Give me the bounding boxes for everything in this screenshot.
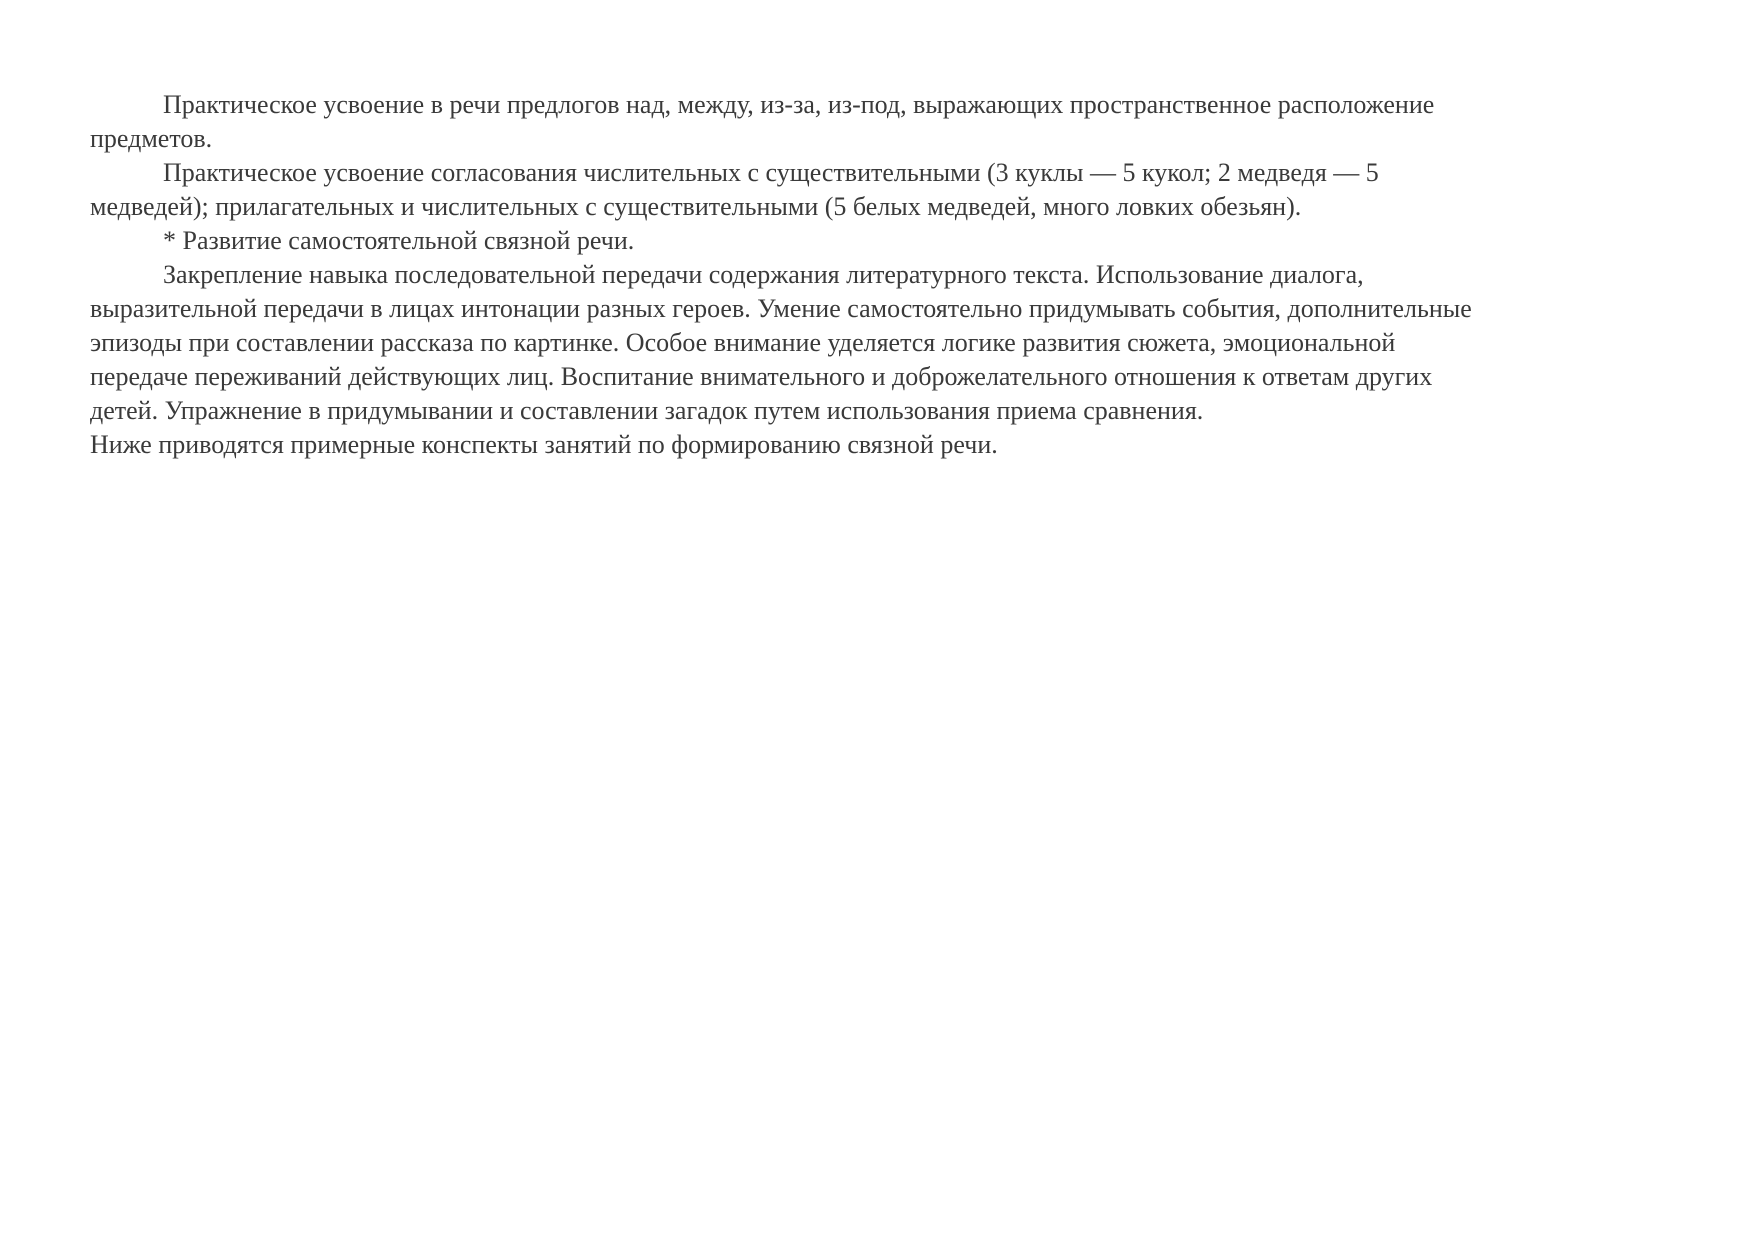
paragraph-2-line-1: Практическое усвоение согласования числительных с существительными (3 куклы — 5 кукол; 2 медведя — 5 [163,158,1379,187]
document-body [90,88,1670,462]
paragraph-1-line-1: Практическое усвоение в речи предлогов над, между, из-за, из-под, выражающих пространственное расположение [163,90,1435,119]
paragraph-2-line-2: медведей); прилагательных и числительных с существительными (5 белых медведей, много ловких обезьян). [90,192,1302,221]
paragraph-4-line-4: передаче переживаний действующих лиц. Воспитание внимательного и доброжелательного отношения к ответам других [90,362,1433,391]
paragraph-1-line-2: предметов. [90,124,213,153]
paragraph-4-line-3: эпизоды при составлении рассказа по картинке. Особое внимание уделяется логике развития сюжета, эмоциональной [90,328,1396,357]
paragraph-4-line-2: выразительной передачи в лицах интонации разных героев. Умение самостоятельно придумывать события, дополнительные [90,294,1472,323]
section-heading: * Развитие самостоятельной связной речи. [163,226,635,255]
paragraph-5-line-1: Ниже приводятся примерные конспекты занятий по формированию связной речи. [90,430,998,459]
paragraph-4-line-1: Закрепление навыка последовательной передачи содержания литературного текста. Использование диалога, [163,260,1364,289]
paragraph-4-line-5: детей. Упражнение в придумывании и составлении загадок путем использования приема сравнения. [90,396,1204,425]
